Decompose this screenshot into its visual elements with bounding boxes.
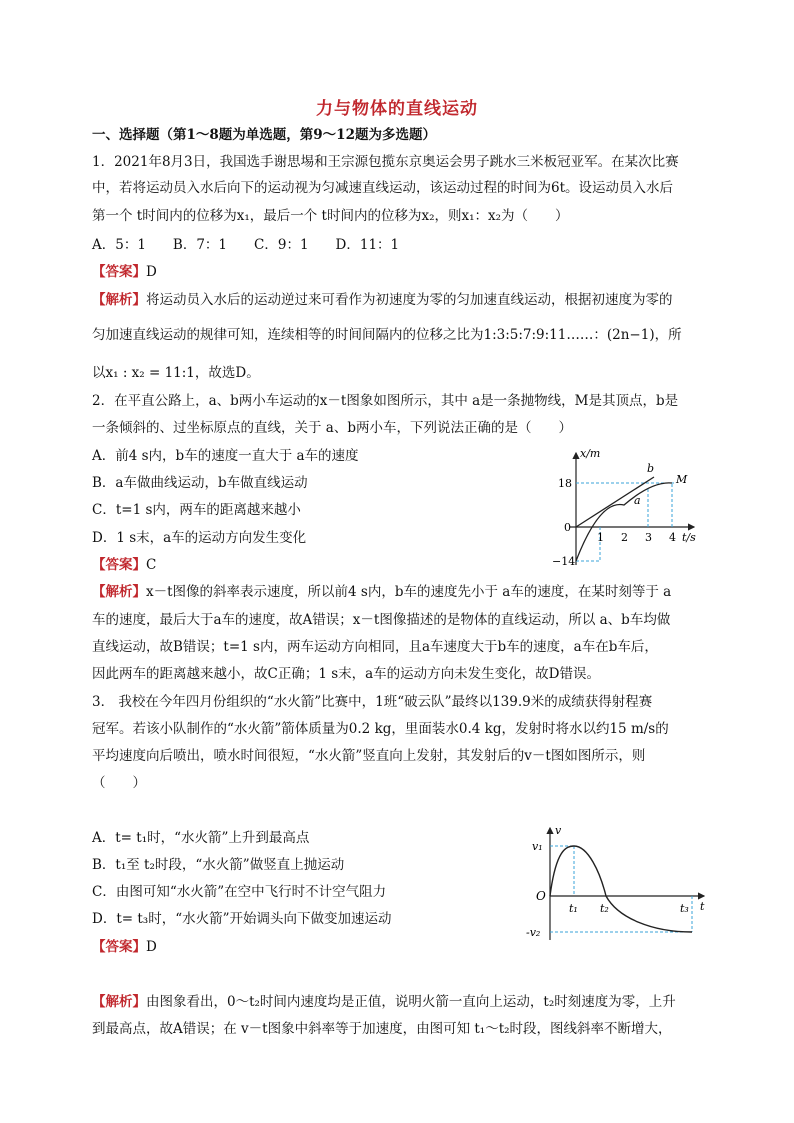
q2-line-2: 一条倾斜的、过坐标原点的直线，关于 a、b两小车，下列说法正确的是（ ）	[92, 420, 572, 436]
q3-vt-graph	[522, 822, 712, 946]
q3-y-label: v	[555, 824, 562, 837]
q3-analysis-1	[92, 992, 676, 1012]
q2-answer	[92, 555, 156, 575]
q2-y-tick-18: 18	[558, 477, 572, 490]
q1-line-3: 第一个 t时间内的位移为x₁，最后一个 t时间内的位移为x₂，则x₁：x₂为（ ）	[92, 208, 569, 224]
q3-t3-label: t₃	[680, 902, 689, 915]
section-heading: 一、选择题（第1～8题为单选题，第9～12题为多选题）	[92, 127, 436, 143]
q3-answer	[92, 937, 157, 957]
q3-t2-label: t₂	[600, 902, 609, 915]
analysis-tag: 【解析】	[92, 584, 146, 600]
q1-line-2: 中，若将运动员入水后向下的运动视为匀减速直线运动，该运动过程的时间为6t。设运动员入水后	[92, 180, 674, 196]
q3-x-label: t	[700, 900, 705, 913]
q1-analysis-3: 以x₁ : x₂ = 11:1，故选D。	[92, 365, 260, 381]
q2-option-c: C．t=1 s内，两车的距离越来越小	[92, 502, 301, 518]
q2-x-tick-1: 1	[597, 531, 604, 544]
q2-y-tick-neg14: −14	[552, 555, 576, 568]
q2-option-d: D．1 s末，a车的运动方向发生变化	[92, 530, 307, 546]
analysis-tag: 【解析】	[92, 292, 146, 308]
q1-options: A．5：1 B．7：1 C．9：1 D．11：1	[92, 237, 400, 253]
q2-analysis-1	[92, 582, 671, 602]
q2-y-label: x/m	[580, 447, 601, 460]
q2-answer-value: C	[146, 557, 157, 573]
q3-v2-label: -v₂	[526, 926, 541, 939]
page-title: 力与物体的直线运动	[316, 99, 478, 119]
q3-v1-label: v₁	[532, 840, 543, 853]
q1-analysis-text-1: 将运动员入水后的运动逆过来可看作为初速度为零的匀加速直线运动，根据初速度为零的	[146, 292, 673, 308]
answer-tag: 【答案】	[92, 264, 146, 280]
q2-option-b: B．a车做曲线运动，b车做直线运动	[92, 475, 308, 491]
q2-x-tick-4: 4	[669, 531, 676, 544]
q2-line-1: 2．在平直公路上，a、b两小车运动的x－t图象如图所示，其中 a是一条抛物线，M是其顶点，b是	[92, 393, 679, 409]
q1-answer	[92, 262, 157, 282]
q3-line-1: 3． 我校在今年四月份组织的“水火箭”比赛中，1班“破云队”最终以139.9米的成绩获得射程赛	[92, 694, 653, 710]
answer-tag: 【答案】	[92, 557, 146, 573]
q2-label-b: b	[647, 462, 655, 475]
q3-option-d: D．t= t₃时，“水火箭”开始调头向下做变加速运动	[92, 911, 392, 927]
q2-curve-a	[576, 483, 672, 561]
q2-analysis-4: 因此两车的距离越来越小，故C正确；1 s末，a车的运动方向未发生变化，故D错误。	[92, 666, 601, 682]
q3-option-b: B．t₁至 t₂时段，“水火箭”做竖直上抛运动	[92, 857, 345, 873]
q3-t1-label: t₁	[569, 902, 578, 915]
answer-tag: 【答案】	[92, 939, 146, 955]
q3-line-4: （ ）	[92, 775, 146, 791]
q1-answer-value: D	[146, 264, 157, 280]
q2-y-tick-0: 0	[564, 521, 571, 534]
q3-line-3: 平均速度向后喷出，喷水时间很短，“水火箭”竖直向上发射，其发射后的v－t图如图所示，则	[92, 748, 646, 764]
analysis-tag: 【解析】	[92, 994, 146, 1010]
q3-curve	[550, 846, 692, 932]
q1-analysis-1	[92, 290, 673, 310]
q3-analysis-2: 到最高点，故A错误；在 v－t图象中斜率等于加速度，由图可知 t₁～t₂时段，图线斜率不断增大，	[92, 1021, 672, 1037]
q3-answer-value: D	[146, 939, 157, 955]
q1-analysis-2: 匀加速直线运动的规律可知，连续相等的时间间隔内的位移之比为1:3:5:7:9:11……：(2n−1)，所	[92, 327, 682, 343]
q2-analysis-text-1: x－t图像的斜率表示速度，所以前4 s内，b车的速度先小于 a车的速度，在某时刻等于 a	[146, 584, 672, 600]
q1-line-1: 1．2021年8月3日，我国选手谢思埸和王宗源包揽东京奥运会男子跳水三米板冠亚军。在某次比赛	[92, 154, 679, 170]
q2-x-tick-3: 3	[645, 531, 652, 544]
q2-analysis-2: 车的速度，最后大于a车的速度，故A错误；x－t图像描述的是物体的直线运动，所以 a、b车均做	[92, 612, 671, 628]
q3-origin-label: O	[536, 889, 546, 903]
q2-option-a: A．前4 s内，b车的速度一直大于 a车的速度	[92, 448, 359, 464]
q2-x-tick-2: 2	[621, 531, 628, 544]
q2-xt-graph	[548, 445, 708, 575]
q3-option-c: C．由图可知“水火箭”在空中飞行时不计空气阻力	[92, 884, 387, 900]
q3-line-2: 冠军。若该小队制作的“水火箭”箭体质量为0.2 kg，里面装水0.4 kg，发射时将水以约15 m/s的	[92, 721, 669, 737]
q2-label-a: a	[634, 494, 641, 507]
q3-option-a: A．t= t₁时，“水火箭”上升到最高点	[92, 830, 310, 846]
q2-line-b	[576, 477, 654, 527]
q2-x-label: t/s	[682, 531, 696, 544]
q2-label-M: M	[676, 473, 688, 486]
q2-analysis-3: 直线运动，故B错误；t=1 s内，两车运动方向相同，且a车速度大于b车的速度，a车在b车后，	[92, 639, 658, 655]
q3-analysis-text-1: 由图象看出，0～t₂时间内速度均是正值，说明火箭一直向上运动，t₂时刻速度为零，上升	[146, 994, 676, 1010]
